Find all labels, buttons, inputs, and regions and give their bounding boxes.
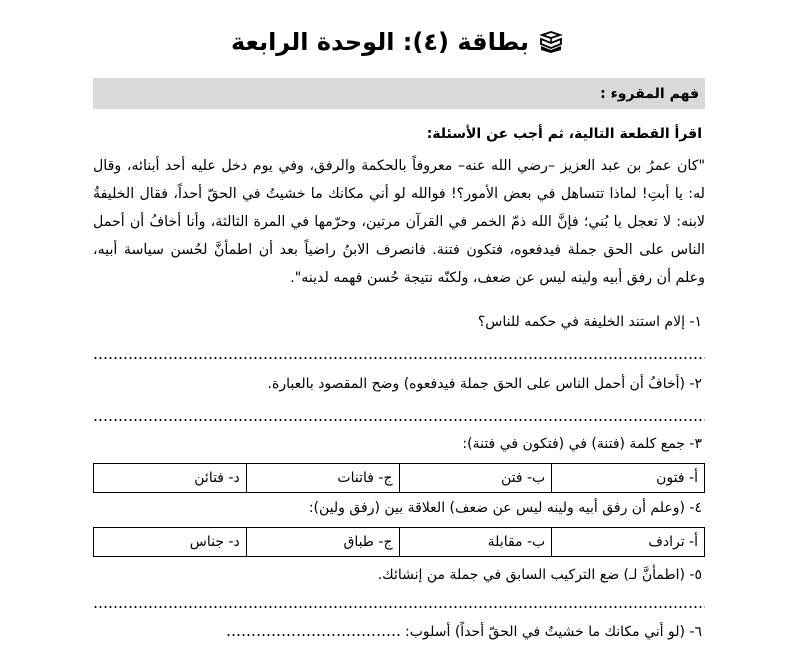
question-5: ٥- (اطمأنَّ لـ) ضع التركيب السابق في جملة من إنشائك.: [377, 567, 702, 583]
answer-line-5[interactable]: [93, 606, 705, 608]
question-4: ٤- (وعلم أن رفق أبيه ولينه ليس عن ضعف) العلاقة بين (رفق ولين):: [308, 500, 702, 516]
question-1: ١- إلام استند الخليفة في حكمه للناس؟: [477, 314, 702, 330]
question-6: [222, 624, 702, 640]
answer-line-1[interactable]: [93, 357, 705, 359]
q3-option-a[interactable]: أ- فتون: [552, 464, 705, 493]
q4-option-b[interactable]: ب- مقابلة: [399, 528, 552, 557]
q3-options-table: [93, 463, 705, 493]
card-title-wrap: [231, 28, 563, 56]
table-row: [94, 464, 705, 493]
card-title: بطاقة (٤): الوحدة الرابعة: [230, 28, 530, 56]
reading-passage: [93, 152, 705, 292]
q4-options-table: [93, 527, 705, 557]
table-row: [94, 528, 705, 557]
passage-text: "كان عمرُ بن عبد العزيز –رضي الله عنه– معروفاً بالحكمة والرفق، وفي يوم دخل عليه أحد أبنائه، وقال له: يا أبتِ! لماذا تتساهل في بعض الأمور؟! فوالله لو أني مكانك ما خشيتُ في الحقّ أحداً، فقال الخليفةُ لابنه: لا تعجل يا بُني؛ فإنَّ الله ذمّ الخمر في القرآن مرتين، وحرّمها في المرة الثالثة، وأنا أخافُ أن أحمل الناس على الحق جملة فيدفعوه، فتكون فتنة. فانصرف الابنُ راضياً بعد أن اطمأنَّ لحُسن سياسة أبيه، وعلم أن رفق أبيه ولينه ليس عن ضعف، ولكنّه نتيجة حُسن فهمه لدينه".: [93, 158, 705, 286]
question-2: ٢- (أخافُ أن أحمل الناس على الحق جملة فيدفعوه) وضح المقصود بالعبارة.: [267, 376, 702, 392]
question-3: ٣- جمع كلمة (فتنة) في (فتكون في فتنة):: [462, 436, 702, 452]
q4-option-a[interactable]: أ- ترادف: [552, 528, 705, 557]
section-header: [93, 78, 705, 109]
q3-option-d[interactable]: د- فتائن: [94, 464, 247, 493]
question-6-text: ٦- (لو أني مكانك ما خشيتُ في الحقّ أحداً) أسلوب:: [405, 624, 702, 640]
card-header: [0, 28, 794, 57]
instruction-text: اقرأ القطعة التالية، ثم أجب عن الأسئلة:: [426, 126, 702, 142]
section-title: فهم المقروء :: [600, 85, 699, 102]
book-stack-icon: [539, 31, 563, 53]
q3-option-b[interactable]: ب- فتن: [399, 464, 552, 493]
q4-option-d[interactable]: د- جناس: [94, 528, 247, 557]
q4-option-c[interactable]: ج- طباق: [246, 528, 399, 557]
answer-line-6[interactable]: [226, 634, 401, 636]
q3-option-c[interactable]: ج- فاتنات: [246, 464, 399, 493]
answer-line-2[interactable]: [93, 419, 705, 421]
